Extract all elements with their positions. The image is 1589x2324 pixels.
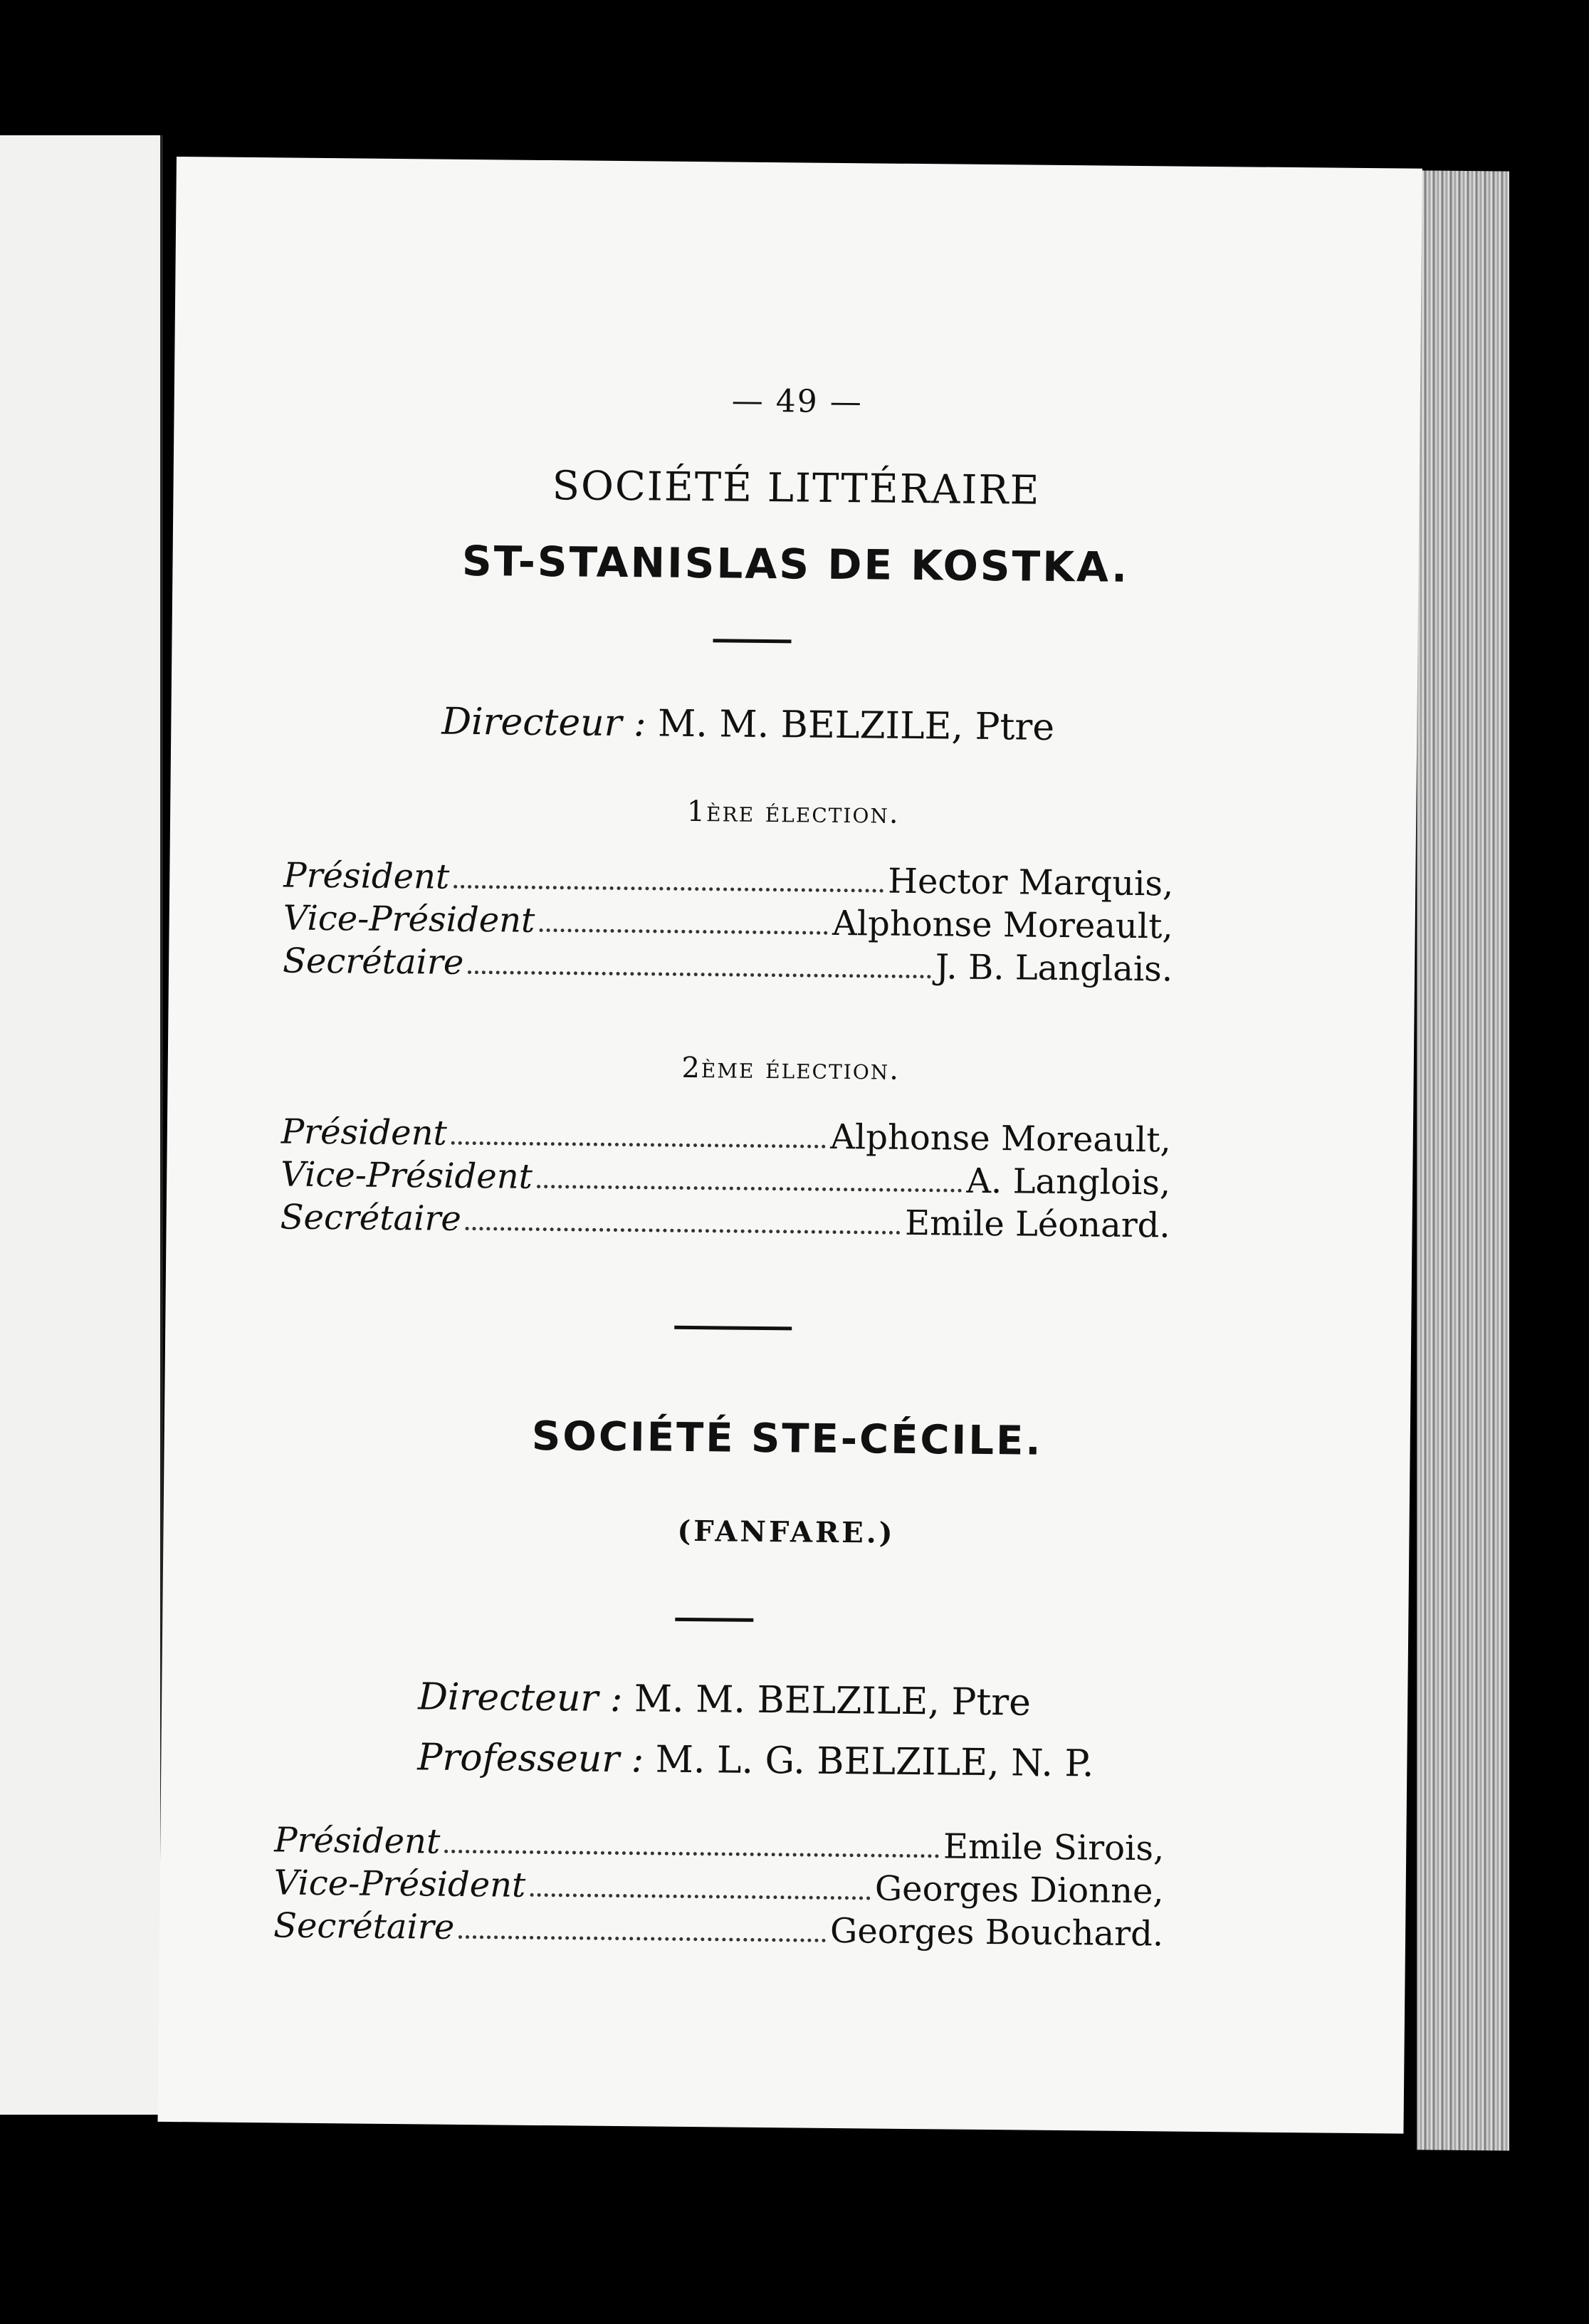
officer-row — [274, 1820, 1164, 1868]
professor-name: M. L. G. BELZILE, N. P. — [655, 1738, 1094, 1786]
leader-dots — [539, 928, 828, 935]
officer-role: Secrétaire — [282, 941, 464, 983]
director-name: M. M. BELZILE, Ptre — [657, 702, 1055, 749]
officer-name: Emile Sirois, — [943, 1826, 1165, 1869]
officer-name: Alphonse Moreault, — [832, 903, 1173, 947]
officer-role: Président — [274, 1820, 441, 1862]
officer-row — [280, 1154, 1170, 1203]
officer-row — [273, 1863, 1163, 1911]
society-2-professor — [417, 1736, 1094, 1785]
officer-name: Emile Léonard. — [904, 1203, 1170, 1246]
officer-row — [283, 855, 1173, 904]
director-label: Directeur : — [441, 700, 646, 745]
society-2-director — [418, 1675, 1031, 1724]
society-1-title-line2: ST-STANISLAS DE KOSTKA. — [461, 536, 1130, 592]
leader-dots — [453, 885, 883, 893]
officer-row — [281, 1111, 1171, 1160]
officer-name: Hector Marquis, — [887, 861, 1174, 904]
divider — [675, 1618, 753, 1622]
society-2-subtitle: (FANFARE.) — [677, 1514, 896, 1550]
officer-role: Vice-Président — [280, 1154, 533, 1197]
officer-row — [273, 1905, 1163, 1954]
divider — [713, 639, 791, 643]
officer-row — [280, 1197, 1170, 1245]
leader-dots — [530, 1893, 871, 1900]
election-1-heading: 1ère élection. — [686, 795, 900, 830]
officer-role: Secrétaire — [280, 1197, 462, 1239]
officer-row — [283, 941, 1173, 989]
officer-role: Vice-Président — [283, 898, 535, 941]
society-1-title-line1: SOCIÉTÉ LITTÉRAIRE — [552, 463, 1041, 514]
officer-role: Vice-Président — [273, 1863, 526, 1905]
left-page-edge — [0, 135, 163, 2115]
professor-label: Professeur : — [417, 1736, 644, 1781]
officer-name: J. B. Langlais. — [935, 947, 1173, 990]
leader-dots — [468, 970, 931, 978]
officer-role: Secrétaire — [273, 1905, 455, 1947]
officer-role: Président — [280, 1111, 448, 1153]
leader-dots — [451, 1141, 826, 1148]
leader-dots — [458, 1935, 826, 1942]
society-1-director — [441, 701, 1054, 749]
leader-dots — [537, 1185, 963, 1193]
director-label: Directeur : — [417, 1675, 623, 1721]
officer-name: Georges Dionne, — [874, 1868, 1164, 1912]
director-name: M. M. BELZILE, Ptre — [634, 1677, 1032, 1724]
book-page — [158, 157, 1422, 2134]
divider — [674, 1326, 792, 1331]
election-2-heading: 2ème élection. — [681, 1051, 901, 1087]
officer-name: Georges Bouchard. — [829, 1910, 1164, 1954]
officer-role: Président — [283, 855, 450, 897]
officer-name: A. Langlois, — [966, 1161, 1171, 1203]
page-number: — 49 — — [731, 382, 863, 421]
leader-dots — [444, 1850, 939, 1858]
leader-dots — [466, 1227, 901, 1235]
society-2-title: SOCIÉTÉ STE-CÉCILE. — [531, 1413, 1043, 1465]
page-edges — [1417, 170, 1509, 2150]
officer-row — [283, 898, 1173, 946]
officer-name: Alphonse Moreault, — [829, 1116, 1172, 1161]
